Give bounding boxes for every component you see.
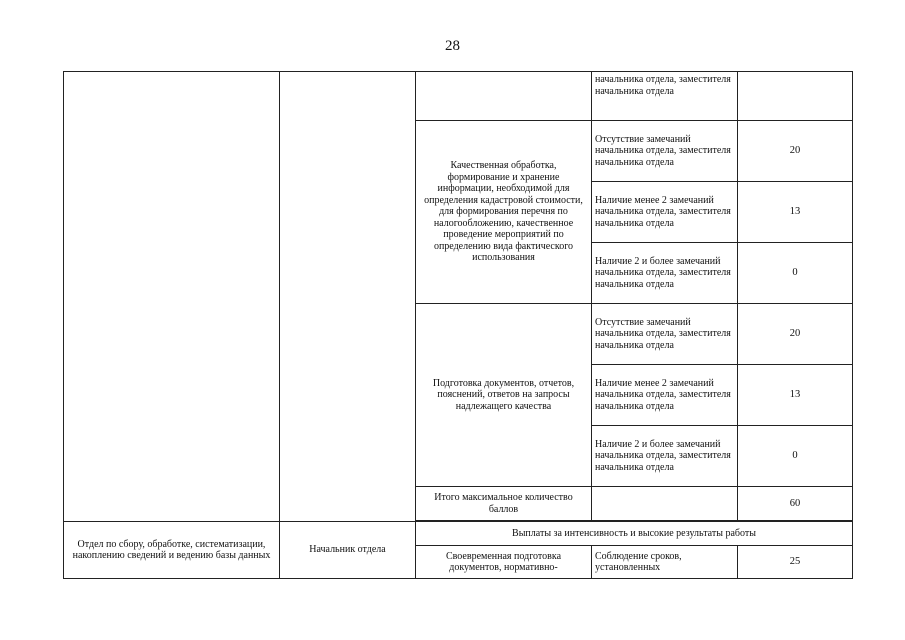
points-cell: 20 [738,304,853,365]
criterion-cell: Отсутствие замечаний начальника отдела, заместителя начальника отдела [592,121,738,182]
table-row [64,72,853,121]
criterion-cell: Наличие 2 и более замечаний начальника отдела, заместителя начальника отдела [592,243,738,304]
points-cell: 25 [738,546,853,579]
indicator-cell-empty [416,72,592,121]
total-label-cell: Итого максимальное количество баллов [416,487,592,521]
criterion-cell: начальника отдела, заместителя начальника отдела [592,72,738,121]
department-name-cell: Отдел по сбору, обработке, систематизации, накоплению сведений и ведению базы данных [64,522,280,579]
points-cell: 0 [738,426,853,487]
indicator-cell: Качественная обработка, формирование и хранение информации, необходимой для определения кадастровой стоимости, для формирования перечня по налогообложению, качественное проведение мероприятий по определению вида фактического использования [416,121,592,304]
position-cell-empty [280,72,416,522]
indicator-cell: Подготовка документов, отчетов, пояснений, ответов на запросы надлежащего качества [416,304,592,487]
section-header-cell: Выплаты за интенсивность и высокие результаты работы [416,522,853,546]
position-cell: Начальник отдела [280,522,416,579]
indicator-cell: Своевременная подготовка документов, нормативно- [416,546,592,579]
criterion-cell: Наличие менее 2 замечаний начальника отдела, заместителя начальника отдела [592,182,738,243]
table-row [64,522,853,546]
points-cell [738,72,853,121]
points-cell: 0 [738,243,853,304]
criterion-cell: Наличие менее 2 замечаний начальника отдела, заместителя начальника отдела [592,365,738,426]
criterion-cell: Соблюдение сроков, установленных [592,546,738,579]
criteria-table [63,71,853,579]
department-cell-empty [64,72,280,522]
points-cell: 13 [738,182,853,243]
points-cell: 13 [738,365,853,426]
criterion-cell: Наличие 2 и более замечаний начальника отдела, заместителя начальника отдела [592,426,738,487]
criterion-cell: Отсутствие замечаний начальника отдела, заместителя начальника отдела [592,304,738,365]
total-points-cell: 60 [738,487,853,521]
page-number: 28 [445,38,460,54]
criterion-cell-empty [592,487,738,521]
points-cell: 20 [738,121,853,182]
